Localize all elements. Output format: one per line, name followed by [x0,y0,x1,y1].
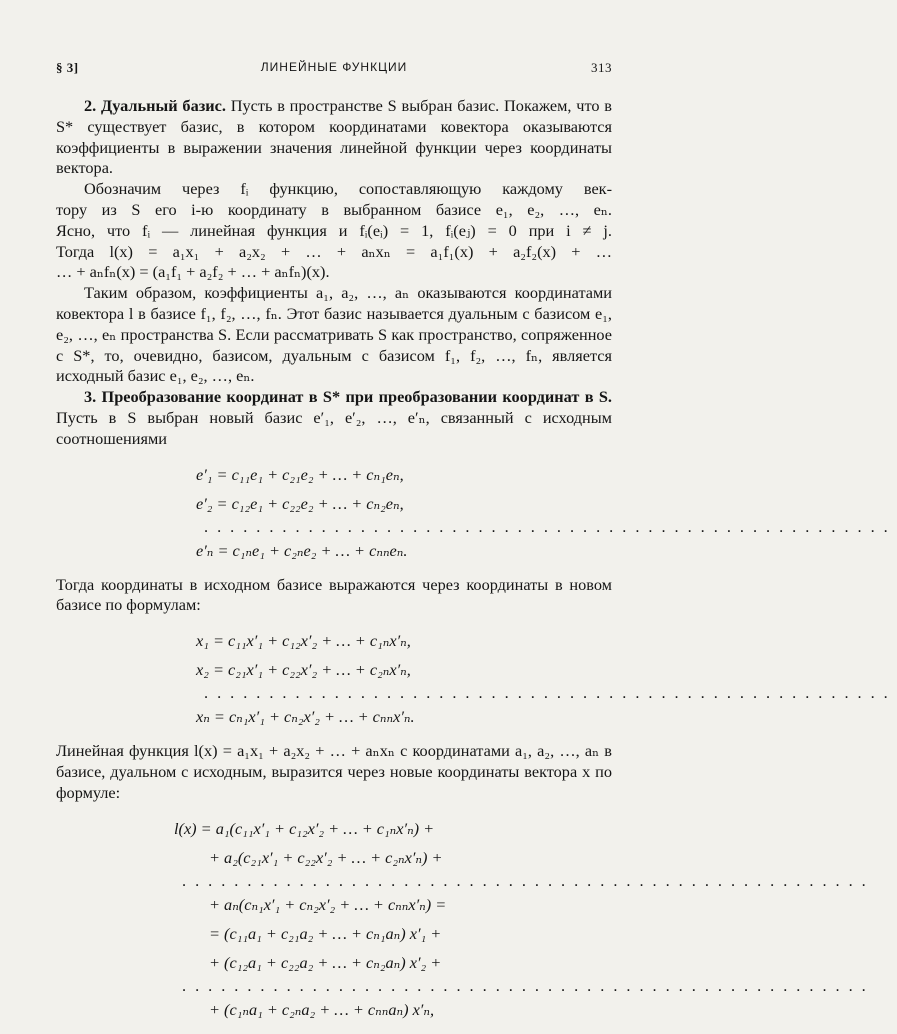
text-dual-basis: Пусть в пространстве S выбран базис. Покажем, что в S* существует базис, в котором координатами ковектора оказываются коэффициенты в выражении значения линейной функции через координаты вектора. [56,96,612,178]
equation-line: x₁ = c₁₁x′₁ + c₁₂x′₂ + … + c₁ₙx′ₙ, [196,631,411,651]
paragraph-coefficients: Таким образом, коэффициенты a₁, a₂, …, aₙ оказываются координатами ковектора l в базисе f₁, f₂, …, fₙ. Этот базис называется дуальным с базисом e₁, e₂, …, eₙ пространства S. Если рассматривать S как пространство, сопряженное с S*, то, очевидно, базисом, дуальным с базисом f₁, f₂, …, fₙ, является исходный базис e₁, e₂, …, eₙ. [56,283,612,386]
equation-block-basis [56,460,897,565]
ellipsis-row: ..................................................... [204,683,897,703]
paragraph-then: Тогда координаты в исходном базисе выражаются через координаты в новом базисе по формулам: [56,574,612,615]
notation-line: тору из S его i-ю координату в выбранном базисе e₁, e₂, …, eₙ. [56,199,612,219]
heading-coordinate-transform: 3. Преобразование координат в S* при преобразовании координат в S. [84,387,612,407]
notation-line: Тогда l(x) = a₁x₁ + a₂x₂ + … + aₙxₙ = a₁f₁(x) + a₂f₂(x) + … [56,241,612,261]
notation-line: … + aₙfₙ(x) = (a₁f₁ + a₂f₂ + … + aₙfₙ)(x). [56,262,330,282]
equation-line: x₂ = c₂₁x′₁ + c₂₂x′₂ + … + c₂ₙx′ₙ, [196,660,411,680]
equation-line: + (c₁ₙa₁ + c₂ₙa₂ + … + cₙₙaₙ) x′ₙ, [209,999,435,1019]
page-body [56,96,897,1034]
ellipsis-row: ..................................................... [182,870,875,890]
equation-line: + a₂(c₂₁x′₁ + c₂₂x′₂ + … + c₂ₙx′ₙ) + [209,847,443,867]
ellipsis-row: ..................................................... [204,516,897,536]
notation-line: Обозначим через fᵢ функцию, сопоставляющую каждому век- [84,179,612,199]
text-coordinate-transform: Пусть в S выбран новый базис e′₁, e′₂, …, e′ₙ, связанный с исходным соотношениями [56,407,612,448]
section-marker: § 3] [56,60,79,75]
equation-line: l(x) = a₁(c₁₁x′₁ + c₁₂x′₂ + … + c₁ₙx′ₙ) + [174,818,435,838]
equation-line: = (c₁₁a₁ + c₂₁a₂ + … + cₙ₁aₙ) x′₁ + [209,923,442,943]
page-header [56,60,612,80]
equation-line: e′₂ = c₁₂e₁ + c₂₂e₂ + … + cₙ₂eₙ, [196,493,404,513]
notation-line: Ясно, что fᵢ — линейная функция и fᵢ(eᵢ) = 1, fᵢ(eⱼ) = 0 при i ≠ j. [56,220,612,240]
equation-line: e′ₙ = c₁ₙe₁ + c₂ₙe₂ + … + cₙₙeₙ. [196,540,408,560]
paragraph-dual-basis [56,96,612,179]
paragraph-notation [56,179,612,283]
equation-line: + (c₁₂a₁ + c₂₂a₂ + … + cₙ₂aₙ) x′₂ + [209,952,442,972]
page-number: 313 [591,60,612,75]
paragraph-coordinate-transform [56,387,612,449]
equation-line: + aₙ(cₙ₁x′₁ + cₙ₂x′₂ + … + cₙₙx′ₙ) = [209,894,447,914]
heading-dual-basis: 2. Дуальный базис. [84,96,226,115]
equation-line: e′₁ = c₁₁e₁ + c₂₁e₂ + … + cₙ₁eₙ, [196,464,404,484]
equation-block-linear-function [56,814,875,1024]
equation-block-coordinates [56,626,897,731]
running-title: ЛИНЕЙНЫЕ ФУНКЦИИ [260,60,408,74]
equation-line: xₙ = cₙ₁x′₁ + cₙ₂x′₂ + … + cₙₙx′ₙ. [196,707,415,727]
ellipsis-row: ..................................................... [182,975,875,995]
paragraph-linear-function: Линейная функция l(x) = a₁x₁ + a₂x₂ + … + aₙxₙ с координатами a₁, a₂, …, aₙ в базисе, дуальном с исходным, выразится через новые координаты вектора x по формуле: [56,741,612,802]
